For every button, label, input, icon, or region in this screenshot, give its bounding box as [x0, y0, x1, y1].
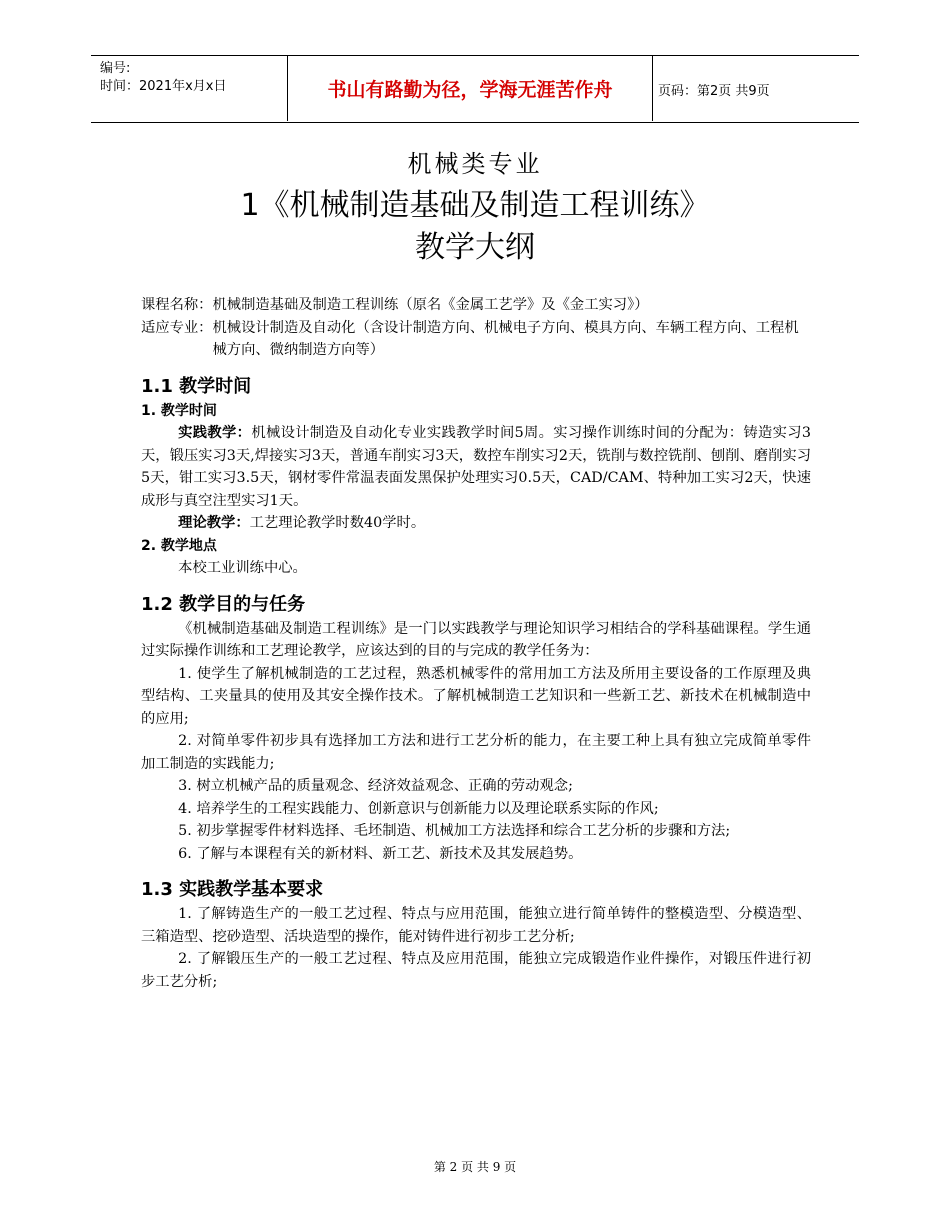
header-motto: 书山有路勤为径，学海无涯苦作舟	[327, 78, 613, 101]
objective-item: 5. 初步掌握零件材料选择、毛坯制造、机械加工方法选择和综合工艺分析的步骤和方法;	[178, 823, 731, 839]
theory-label: 理论教学：	[178, 515, 250, 531]
major-value: 机械设计制造及自动化（含设计制造方向、机械电子方向、模具方向、车辆工程方向、工程机械方向、微纳制造方向等）	[212, 319, 799, 358]
header-meta	[100, 60, 226, 96]
theory-text: 工艺理论教学时数40学时。	[249, 515, 426, 531]
course-name-row	[141, 294, 811, 317]
objectives-intro: 《机械制造基础及制造工程训练》是一门以实践教学与理论知识学习相结合的学科基础课程。学生通过实际操作训练和工艺理论教学，应该达到的目的与完成的教学任务为：	[141, 620, 811, 659]
major-label: 适应专业：	[141, 319, 213, 336]
objective-item: 3. 树立机械产品的质量观念、经济效益观念、正确的劳动观念;	[178, 778, 573, 794]
course-name-label: 课程名称：	[141, 297, 213, 313]
document-number-label: 编号:	[100, 61, 131, 76]
header-page-info: 页码：第2页 共9页	[658, 83, 770, 99]
theory-paragraph	[141, 512, 811, 535]
requirement-item: 2. 了解锻压生产的一般工艺过程、特点及应用范围，能独立完成锻造作业件操作，对锻压件进行初步工艺分析;	[141, 951, 811, 990]
location-text: 本校工业训练中心。	[178, 560, 307, 576]
practice-label: 实践教学：	[178, 425, 252, 441]
title-line-2: 1《机械制造基础及制造工程训练》	[240, 188, 710, 223]
page-header	[91, 55, 859, 123]
page-footer: 第 2 页 共 9 页	[433, 1160, 517, 1174]
section-heading-1-1: 1.1 教学时间	[141, 375, 252, 397]
subheading-teaching-time: 1. 教学时间	[141, 402, 217, 419]
practice-paragraph	[141, 422, 811, 512]
document-body	[141, 294, 811, 993]
practice-text: 机械设计制造及自动化专业实践教学时间5周。实习操作训练时间的分配为：铸造实习3天，锻压实习3天,焊接实习3天，普通车削实习3天，数控车削实习2天，铣削与数控铣削、刨削、磨削实习5天，钳工实习3.5天，钢材零件常温表面发黑保护处理实习0.5天，CAD/CAM、特种加工实习2天，快速成形与真空注型实习1天。	[141, 425, 811, 509]
objective-item: 1. 使学生了解机械制造的工艺过程，熟悉机械零件的常用加工方法及所用主要设备的工作原理及典型结构、工夹量具的使用及其安全操作技术。了解机械制造工艺知识和一些新工艺、新技术在机械制造中的应用;	[141, 665, 811, 727]
title-line-1: 机械类专业	[407, 150, 543, 178]
subheading-location: 2. 教学地点	[141, 537, 217, 554]
header-motto-cell	[287, 55, 653, 121]
objective-item: 2. 对简单零件初步具有选择加工方法和进行工艺分析的能力，在主要工种上具有独立完成简单零件加工制造的实践能力;	[141, 733, 811, 772]
section-heading-1-2: 1.2 教学目的与任务	[141, 593, 306, 615]
objective-item: 6. 了解与本课程有关的新材料、新工艺、新技术及其发展趋势。	[178, 845, 583, 862]
objective-item: 4. 培养学生的工程实践能力、创新意识与创新能力以及理论联系实际的作风;	[178, 800, 659, 817]
course-name-value: 机械制造基础及制造工程训练（原名《金属工艺学》及《金工实习》）	[212, 297, 649, 313]
section-heading-1-3: 1.3 实践教学基本要求	[141, 879, 324, 900]
requirement-item: 1. 了解铸造生产的一般工艺过程、特点与应用范围，能独立进行简单铸件的整模造型、分模造型、三箱造型、挖砂造型、活块造型的操作，能对铸件进行初步工艺分析;	[141, 906, 811, 945]
document-date: 时间：2021年x月x日	[100, 79, 227, 94]
title-line-3: 教学大纲	[415, 230, 535, 265]
major-row	[141, 317, 811, 362]
